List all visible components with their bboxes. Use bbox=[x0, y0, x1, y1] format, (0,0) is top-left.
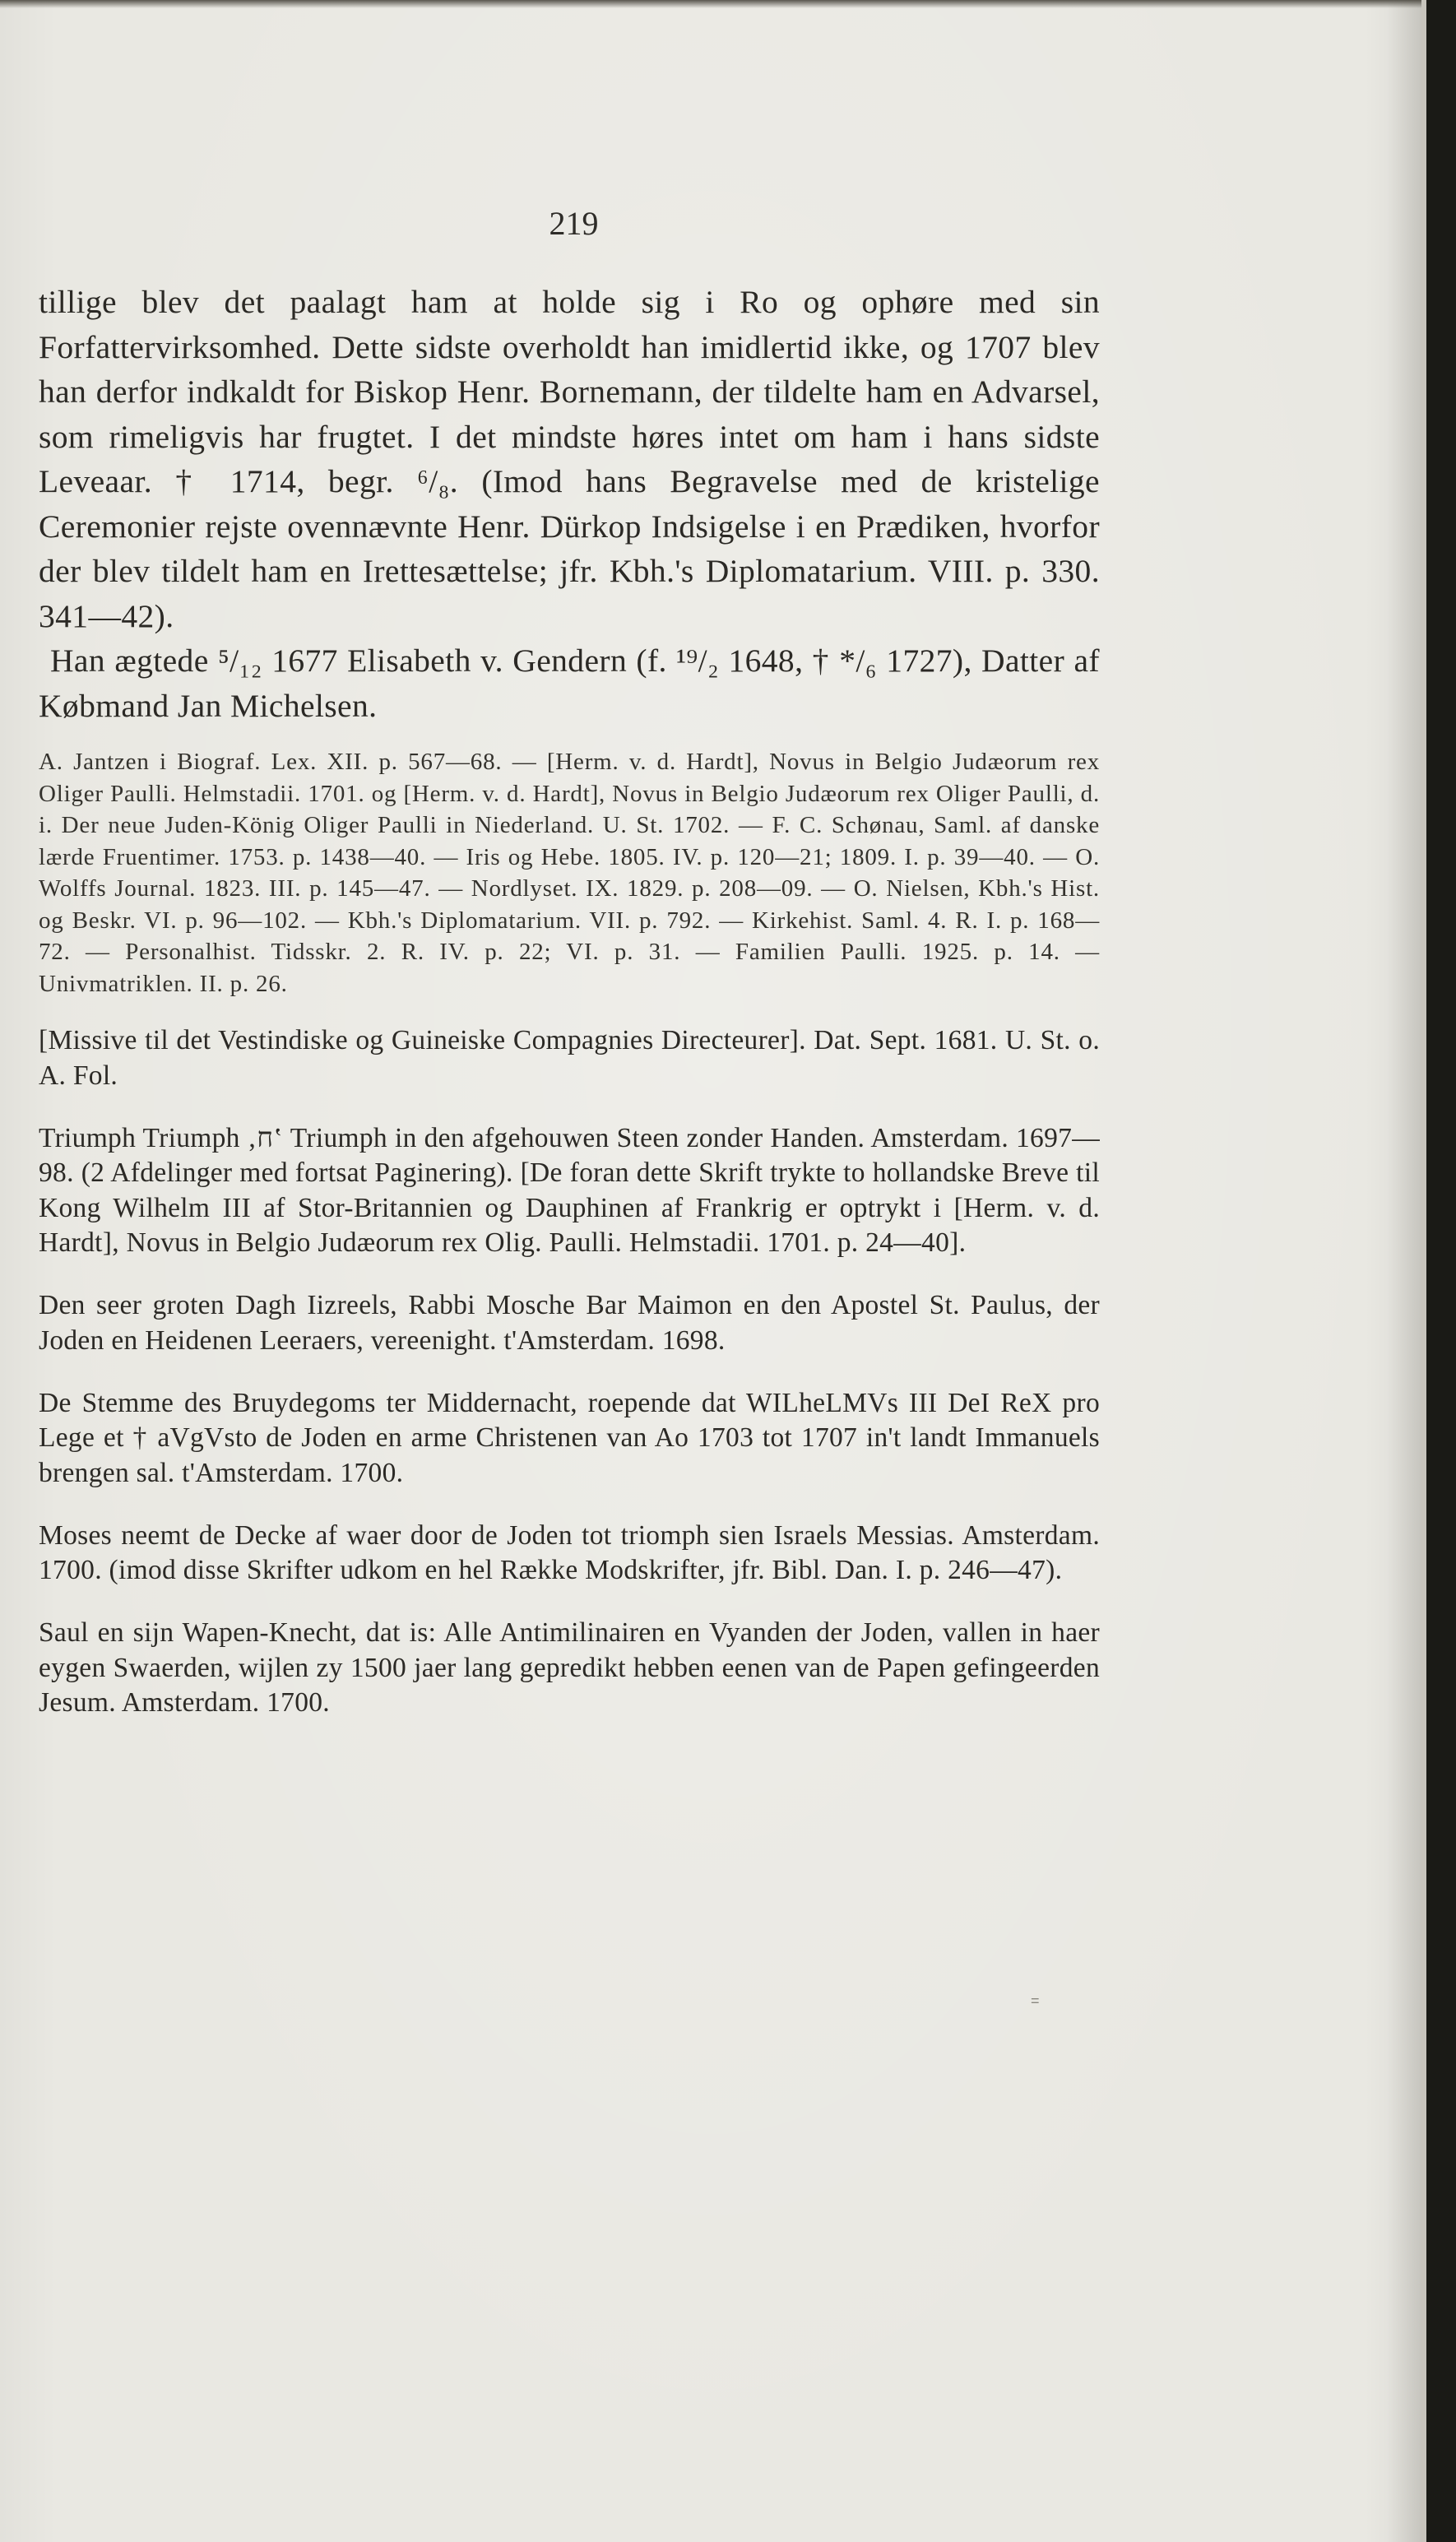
main-paragraph-1: tillige blev det paalagt ham at holde sig i Ro og ophøre med sin Forfattervirksomhed. Dette sidste overholdt han imidlertid ikke, og 1707 blev han derfor indkaldt for Biskop Henr. Bornemann, der tildelte ham en Advarsel, som rimeligvis har frugtet. I det mindste høres intet om ham i hans sidste Leveaar. † 1714, begr. ⁶/₈. (Imod hans Begravelse med de kristelige Ceremonier rejste ovennævnte Henr. Dürkop Indsigelse i en Prædiken, hvorfor der blev tildelt ham en Irettesættelse; jfr. Kbh.'s Diplomatarium. VIII. p. 330. 341—42). bbox=[39, 284, 1100, 634]
main-paragraph-2: Han ægtede ⁵/₁₂ 1677 Elisabeth v. Gendern (f. ¹⁹/₂ 1648, † */₆ 1727), Datter af Købmand Jan Michelsen. bbox=[39, 642, 1100, 724]
references-paragraph: A. Jantzen i Biograf. Lex. XII. p. 567—68. — [Herm. v. d. Hardt], Novus in Belgio Judæorum rex Oliger Paulli. Helmstadii. 1701. og [Herm. v. d. Hardt], Novus in Belgio Judæorum rex Oliger Paulli, d. i. Der neue Juden-König Oliger Paulli in Niederland. U. St. 1702. — F. C. Schønau, Saml. af danske lærde Fruentimer. 1753. p. 1438—40. — Iris og Hebe. 1805. IV. p. 120—21; 1809. I. p. 39—40. — O. Wolffs Journal. 1823. III. p. 145—47. — Nordlyset. IX. 1829. p. 208—09. — O. Nielsen, Kbh.'s Hist. og Beskr. VI. p. 96—102. — Kbh.'s Diplomatarium. VII. p. 792. — Kirkehist. Saml. 4. R. I. p. 168—72. — Personalhist. Tidsskr. 2. R. IV. p. 22; VI. p. 31. — Familien Paulli. 1925. p. 14. — Univmatriklen. II. p. 26. bbox=[39, 749, 1100, 997]
page-content bbox=[39, 280, 1100, 1748]
page-top-shadow bbox=[0, 0, 1421, 8]
bibliography-entry-6: Saul en sijn Wapen-Knecht, dat is: Alle Antimilinairen en Vyanden der Joden, vallen in haer eygen Swaerden, wijlen zy 1500 jaer lang gepredikt hebben eenen van de Papen gefingeerden Jesum. Amsterdam. 1700. bbox=[39, 1617, 1100, 1718]
page-edge-shadow bbox=[1387, 0, 1421, 2542]
main-text bbox=[39, 280, 1100, 728]
bibliography-entry-1: [Missive til det Vestindiske og Guineiske Compagnies Directeurer]. Dat. Sept. 1681. U. St. o. A. Fol. bbox=[39, 1025, 1100, 1091]
bibliography-entry-2: Triumph Triumph ‚ח‛ Triumph in den afgehouwen Steen zonder Handen. Amsterdam. 1697—98. (2 Afdelinger med fortsat Paginering). [De foran dette Skrift trykte to hollandske Breve til Kong Wilhelm III af Stor-Britannien og Dauphinen af Frankrig er optrykt i [Herm. v. d. Hardt], Novus in Belgio Judæorum rex Olig. Paulli. Helmstadii. 1701. p. 24—40]. bbox=[39, 1122, 1100, 1258]
bibliography-entry-3: Den seer groten Dagh Iizreels, Rabbi Mosche Bar Maimon en den Apostel St. Paulus, der Joden en Heidenen Leeraers, vereenight. t'Amsterdam. 1698. bbox=[39, 1290, 1100, 1356]
page-number: 219 bbox=[549, 205, 599, 242]
bibliography-entry-5: Moses neemt de Decke af waer door de Joden tot triomph sien Israels Messias. Amsterdam. 1700. (imod disse Skrifter udkom en hel Række Modskrifter, jfr. Bibl. Dan. I. p. 246—47). bbox=[39, 1519, 1100, 1585]
corner-mark: = bbox=[1031, 1992, 1040, 2009]
bibliography-entry-4: De Stemme des Bruydegoms ter Middernacht, roepende dat WILheLMVs III DeI ReX pro Lege et † aVgVsto de Joden en arme Christenen van Ao 1703 tot 1707 in't landt Immanuels brengen sal. t'Amsterdam. 1700. bbox=[39, 1387, 1100, 1488]
